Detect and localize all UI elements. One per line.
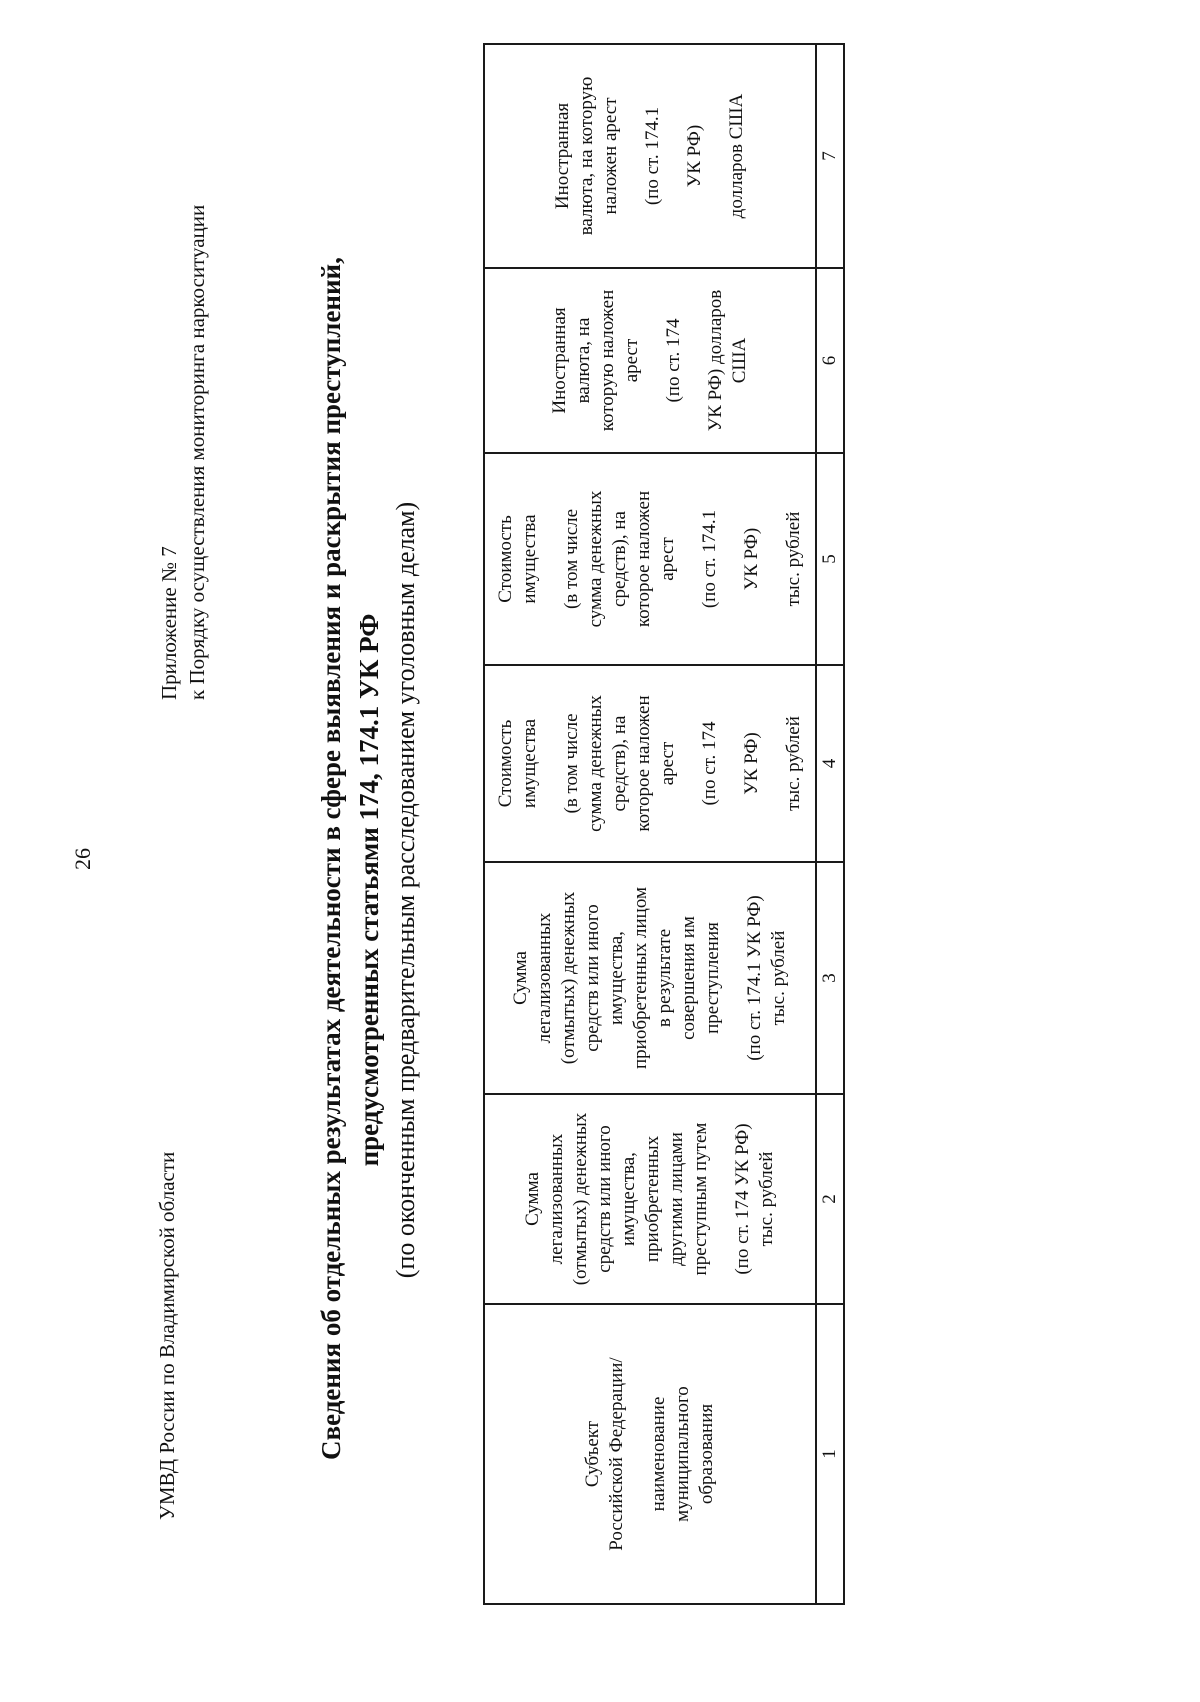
header-line: УК РФ)	[741, 732, 762, 795]
header-cell	[484, 862, 816, 1094]
header-cell	[484, 44, 816, 268]
appendix-note	[155, 205, 211, 700]
header-cell	[484, 453, 816, 665]
header-line: приобретенных лицом	[630, 887, 651, 1070]
header-line	[713, 1098, 731, 1300]
report-table-wrapper	[483, 43, 845, 1605]
header-cell	[484, 665, 816, 862]
header-line: средств или иного	[594, 1125, 615, 1273]
header-line	[722, 457, 740, 661]
header-line	[764, 457, 782, 661]
header-cell	[484, 1094, 816, 1304]
header-line: имущества	[519, 514, 540, 604]
header-line: в результате	[654, 928, 675, 1028]
header-line	[725, 866, 743, 1090]
header-line	[644, 272, 662, 449]
header-line: арест	[657, 537, 678, 581]
header-line: преступным путем	[690, 1122, 711, 1276]
header-line	[542, 457, 560, 661]
header-line: тыс. рублей	[783, 716, 804, 811]
header-line: совершения им	[678, 916, 699, 1040]
header-line: легализованных	[534, 912, 555, 1044]
organization-header: УМВД России по Владимирской области	[155, 1151, 179, 1520]
header-line: (отмытых) денежных	[558, 891, 579, 1065]
header-line: валюта, на	[573, 317, 594, 404]
header-line	[680, 669, 698, 858]
header-line: средств или иного	[582, 904, 603, 1052]
column-number: 7	[816, 44, 844, 268]
header-line: Стоимость	[495, 719, 516, 808]
header-line: Иностранная	[549, 307, 570, 414]
table-header-row	[484, 44, 816, 1604]
header-line	[686, 272, 704, 449]
header-line: наложен арест	[600, 97, 621, 215]
header-line: которое наложен	[633, 695, 654, 832]
header-line	[542, 669, 560, 858]
header-line: (по ст. 174 УК РФ)	[732, 1123, 753, 1275]
header-line: (по ст. 174.1 УК РФ)	[744, 895, 765, 1061]
header-line: сумма денежных	[585, 695, 606, 832]
column-number: 4	[816, 665, 844, 862]
appendix-line-2: к Порядку осуществления мониторинга наркоситуации	[185, 204, 209, 700]
header-line: сумма денежных	[585, 490, 606, 628]
header-line: средств), на	[609, 715, 630, 812]
document-title	[312, 257, 424, 1460]
header-line: которую наложен	[597, 289, 618, 432]
column-number: 3	[816, 862, 844, 1094]
header-line: Субъект	[582, 1420, 603, 1488]
column-number: 2	[816, 1094, 844, 1304]
column-number: 5	[816, 453, 844, 665]
header-cell	[484, 268, 816, 453]
header-line: Российской Федерации/	[606, 1357, 627, 1551]
header-line	[764, 669, 782, 858]
header-line: долларов США	[726, 93, 747, 219]
header-line: УК РФ) долларов	[705, 289, 726, 432]
header-line: (по ст. 174.1	[699, 509, 720, 609]
page-number: 26	[70, 848, 95, 870]
header-line: арест	[621, 338, 642, 383]
header-line: (отмытых) денежных	[570, 1112, 591, 1286]
column-number: 6	[816, 268, 844, 453]
header-line	[623, 48, 641, 264]
header-line: имущества,	[618, 1152, 639, 1246]
header-line: Сумма	[522, 1172, 543, 1226]
header-line: другими лицами	[666, 1132, 687, 1266]
header-line	[680, 457, 698, 661]
header-line: наименование	[648, 1396, 669, 1512]
header-line: тыс. рублей	[783, 511, 804, 607]
header-line: имущества	[519, 718, 540, 809]
header-line: валюта, на которую	[576, 76, 597, 236]
header-cell	[484, 1304, 816, 1604]
header-line	[629, 1308, 647, 1600]
header-line	[665, 48, 683, 264]
header-line: Стоимость	[495, 515, 516, 603]
header-line: легализованных	[546, 1133, 567, 1265]
column-number-row	[816, 44, 844, 1604]
title-line-2: предусмотренных статьями 174, 174.1 УК РФ	[354, 613, 384, 1167]
header-line	[707, 48, 725, 264]
header-line	[722, 669, 740, 858]
title-line-1: Сведения об отдельных результатах деятельности в сфере выявления и раскрытия преступлений,	[316, 257, 346, 1460]
header-line: Сумма	[510, 951, 531, 1005]
header-line: арест	[657, 741, 678, 786]
header-line: (по ст. 174	[663, 318, 684, 403]
header-line: тыс. рублей	[768, 930, 789, 1026]
header-line: США	[729, 337, 750, 384]
header-line: приобретенных	[642, 1135, 663, 1263]
header-line: имущества,	[606, 931, 627, 1025]
appendix-line-1: Приложение № 7	[157, 546, 181, 700]
header-line: (в том числе	[561, 508, 582, 610]
header-line: (по ст. 174	[699, 721, 720, 806]
title-line-3: (по оконченным предварительным расследованием уголовным делам)	[391, 501, 420, 1279]
header-line: средств), на	[609, 511, 630, 607]
header-line: тыс. рублей	[756, 1151, 777, 1247]
header-line: (по ст. 174.1	[642, 106, 663, 206]
header-line: которое наложен	[633, 490, 654, 628]
column-number: 1	[816, 1304, 844, 1604]
header-line: преступления	[702, 922, 723, 1034]
header-line: (в том числе	[561, 713, 582, 814]
header-line: муниципального	[672, 1386, 693, 1522]
header-line: Иностранная	[552, 102, 573, 210]
header-line: УК РФ)	[741, 527, 762, 591]
report-table	[483, 43, 845, 1605]
header-line: образования	[696, 1403, 717, 1505]
header-line: УК РФ)	[684, 124, 705, 188]
